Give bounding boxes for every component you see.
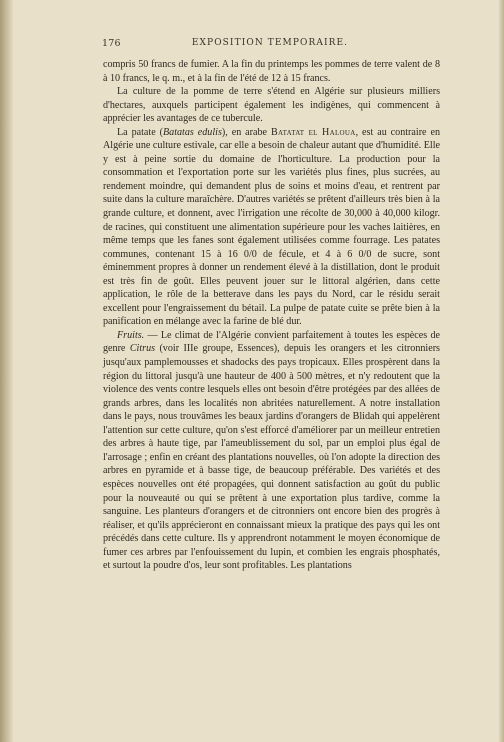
paragraph-text: (voir IIIe groupe, Essences), depuis les orangers et les citronniers jusqu'aux pamplemousses et shadocks des pays tropicaux. Elles prospèrent dans la région du littoral jusqu'à une hauteur de 400 à 500 mètres, et n'y redoutent que la violence des vents contre lesquels elles ont besoin d'être protégées par des allées de grands arbres, dans les localités non abritées naturellement. A notre installation dans le pays, nous trouvâmes les beaux jardins d'orangers de Blidah qui appelèrent l'attention sur cette culture, qu'on s'est efforcé d'améliorer par un meilleur entretien des arbres à haute tige, par l'ameublissement du sol, par un emploi plus égal de l'arrosage ; enfin en créant des plantations nouvelles, où l'on adopte la direction des arbres en pyramide et à basse tige, de beaucoup préférable. Des variétés et des espèces nouvelles ont été propagées, qui donnent satisfaction au goût du public pour la nouveauté ou qui se prêtent à une exportation plus tardive, comme la sanguine. Les planteurs d'orangers et de citronniers ont encore bien des progrès à réaliser, et qu'ils apprécieront en connaissant mieux la pratique des pays qui les ont précédés dans cette culture. Ils y apprendront notamment le moyen économique de fumer ces arbres par l'enfouissement du lupin, et combien les engrais phosphatés, et surtout la poudre d'os, leur sont profitables. Les plantations (103, 343, 440, 572)
paragraph-connector: — Le climat de l'Algérie convient parfaitement à toutes les espèces de genre (103, 329, 440, 355)
paragraph-potato-prices (103, 58, 440, 85)
running-title: EXPOSITION TEMPORAIRE. (191, 38, 349, 48)
paragraph-text: , est au contraire en Algérie une culture estivale, car elle a besoin de chaleur autant que d'humidité. Elle y est à peine sortie du domaine de l'horticulture. La production pour la consommation et l'exportation porte sur les variétés plus fines, plus sucrées, au rendement moindre, qui demandent plus de soins et moins d'eau, et rentrent par suite dans la culture maraîchère. D'autres variétés se prêtent d'ailleurs très bien à la grande culture, et donnent, avec l'irrigation une récolte de 30,000 à 40,000 kilogr. de racines, qui constituent une alimentation supérieure pour les vaches laitières, en même temps que les fanes sont également utilisées comme fourrage. Les patates communes, contenant 15 à 16 0/0 de fécule, et 4 à 6 0/0 de sucre, sont éminemment propres à donner un rendement élevé à la distillation, dont le produit est très fin de goût. Elles peuvent jouer sur le littoral algérien, dans cette application, le rôle de la betterave dans les pays du Nord, car le résidu serait excellent pour l'engraissement du bétail. La pulpe de patate cuite se prête bien à la panification en mélange avec la farine de blé dur. (103, 126, 441, 328)
paragraph-potato-culture (103, 85, 440, 126)
paragraph-fruits (103, 329, 440, 573)
section-heading: Fruits. (117, 329, 145, 341)
paragraph-lead: La patate ( (117, 126, 163, 138)
latin-name: Citrus (129, 343, 156, 355)
paragraph-connector: ), en arabe (221, 126, 271, 138)
paragraph-text: La culture de la pomme de terre s'étend en Algérie sur plusieurs milliers d'hectares, auxquels participent également les indigènes, qui commencent à apprécier les avantages de ce tubercule. (103, 86, 440, 125)
page-edge (498, 0, 504, 742)
page-gutter-shadow (0, 0, 14, 742)
paragraph-text: compris 50 francs de fumier. A la fin du printemps les pommes de terre valent de 8 à 10 francs, le q. m., et à la fin de l'été de 12 à 15 francs. (103, 59, 440, 84)
page-number: 176 (102, 38, 121, 49)
body-text (103, 58, 440, 573)
paragraph-sweet-potato (103, 126, 440, 329)
arabic-name: Batatat el Haloua (270, 126, 356, 138)
latin-name: Batatas edulis (162, 126, 222, 138)
page-header (102, 38, 438, 52)
